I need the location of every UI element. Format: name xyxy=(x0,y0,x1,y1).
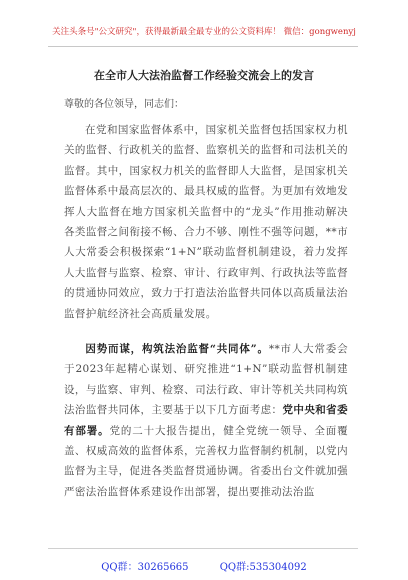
document-title: 在全市人大法治监督工作经验交流会上的发言 xyxy=(94,69,314,82)
footer-qq-group-1: QQ群：30265665 xyxy=(101,562,189,573)
page-footer xyxy=(0,558,408,573)
paragraph-2-text-end: 党的二十大报告提出，健全党统一领导、全面覆盖、权威高效的监督体系，完善权力监督制约机制，以党内监督为主导，促进各类监督贯通协调。省委出台文件就加强严密法治监督体系建设作出部署，提出要推动法治监 xyxy=(64,424,348,498)
footer-divider xyxy=(48,548,358,549)
paragraph-2-heading: 因势而谋，构筑法治监督“共同体”。 xyxy=(85,343,269,355)
paragraph-2-text: **市人大常委会于2023年起精心谋划、研究推进“1+N”联动监督机制建设，与监察、审判、检察、司法行政、审计等机关共同构筑法治监督共同体，主要基于以下几方面考虑： xyxy=(64,343,348,417)
paragraph-1 xyxy=(64,120,348,324)
header-divider xyxy=(48,46,358,47)
greeting: 尊敬的各位领导，同志们： xyxy=(64,99,184,110)
paragraph-2 xyxy=(64,339,348,502)
page-header xyxy=(0,0,408,40)
paragraph-2-subheading: 党中央和省委有部署。 xyxy=(64,404,349,437)
footer-qq-group-2: QQ群:535304092 xyxy=(219,562,307,573)
header-notice: 关注头条号"公文研究"，获得最新最全最专业的公文资料库！ 微信：gongwenyj xyxy=(52,27,356,37)
paragraph-1-text: 在党和国家监督体系中，国家机关监督包括国家权力机关的监督、行政机关的监督、监察机关的监督和司法机关的监督。其中，国家权力机关的监督即人大监督，是国家机关监督体系中最高层次的、最具权威的监督。为更加有效地发挥人大监督在地方国家机关监督中的“龙头”作用推动解决各类监督之间衔接不畅、合力不够、刚性不强等问题，**市人大常委会积极探索“1+N”联动监督机制建设，着力发挥人大监督与监察、检察、审计、行政审判、行政执法等监督的贯通协同效应，致力于打造法治监督共同体以高质量法治监督护航经济社会高质量发展。 xyxy=(64,124,348,320)
